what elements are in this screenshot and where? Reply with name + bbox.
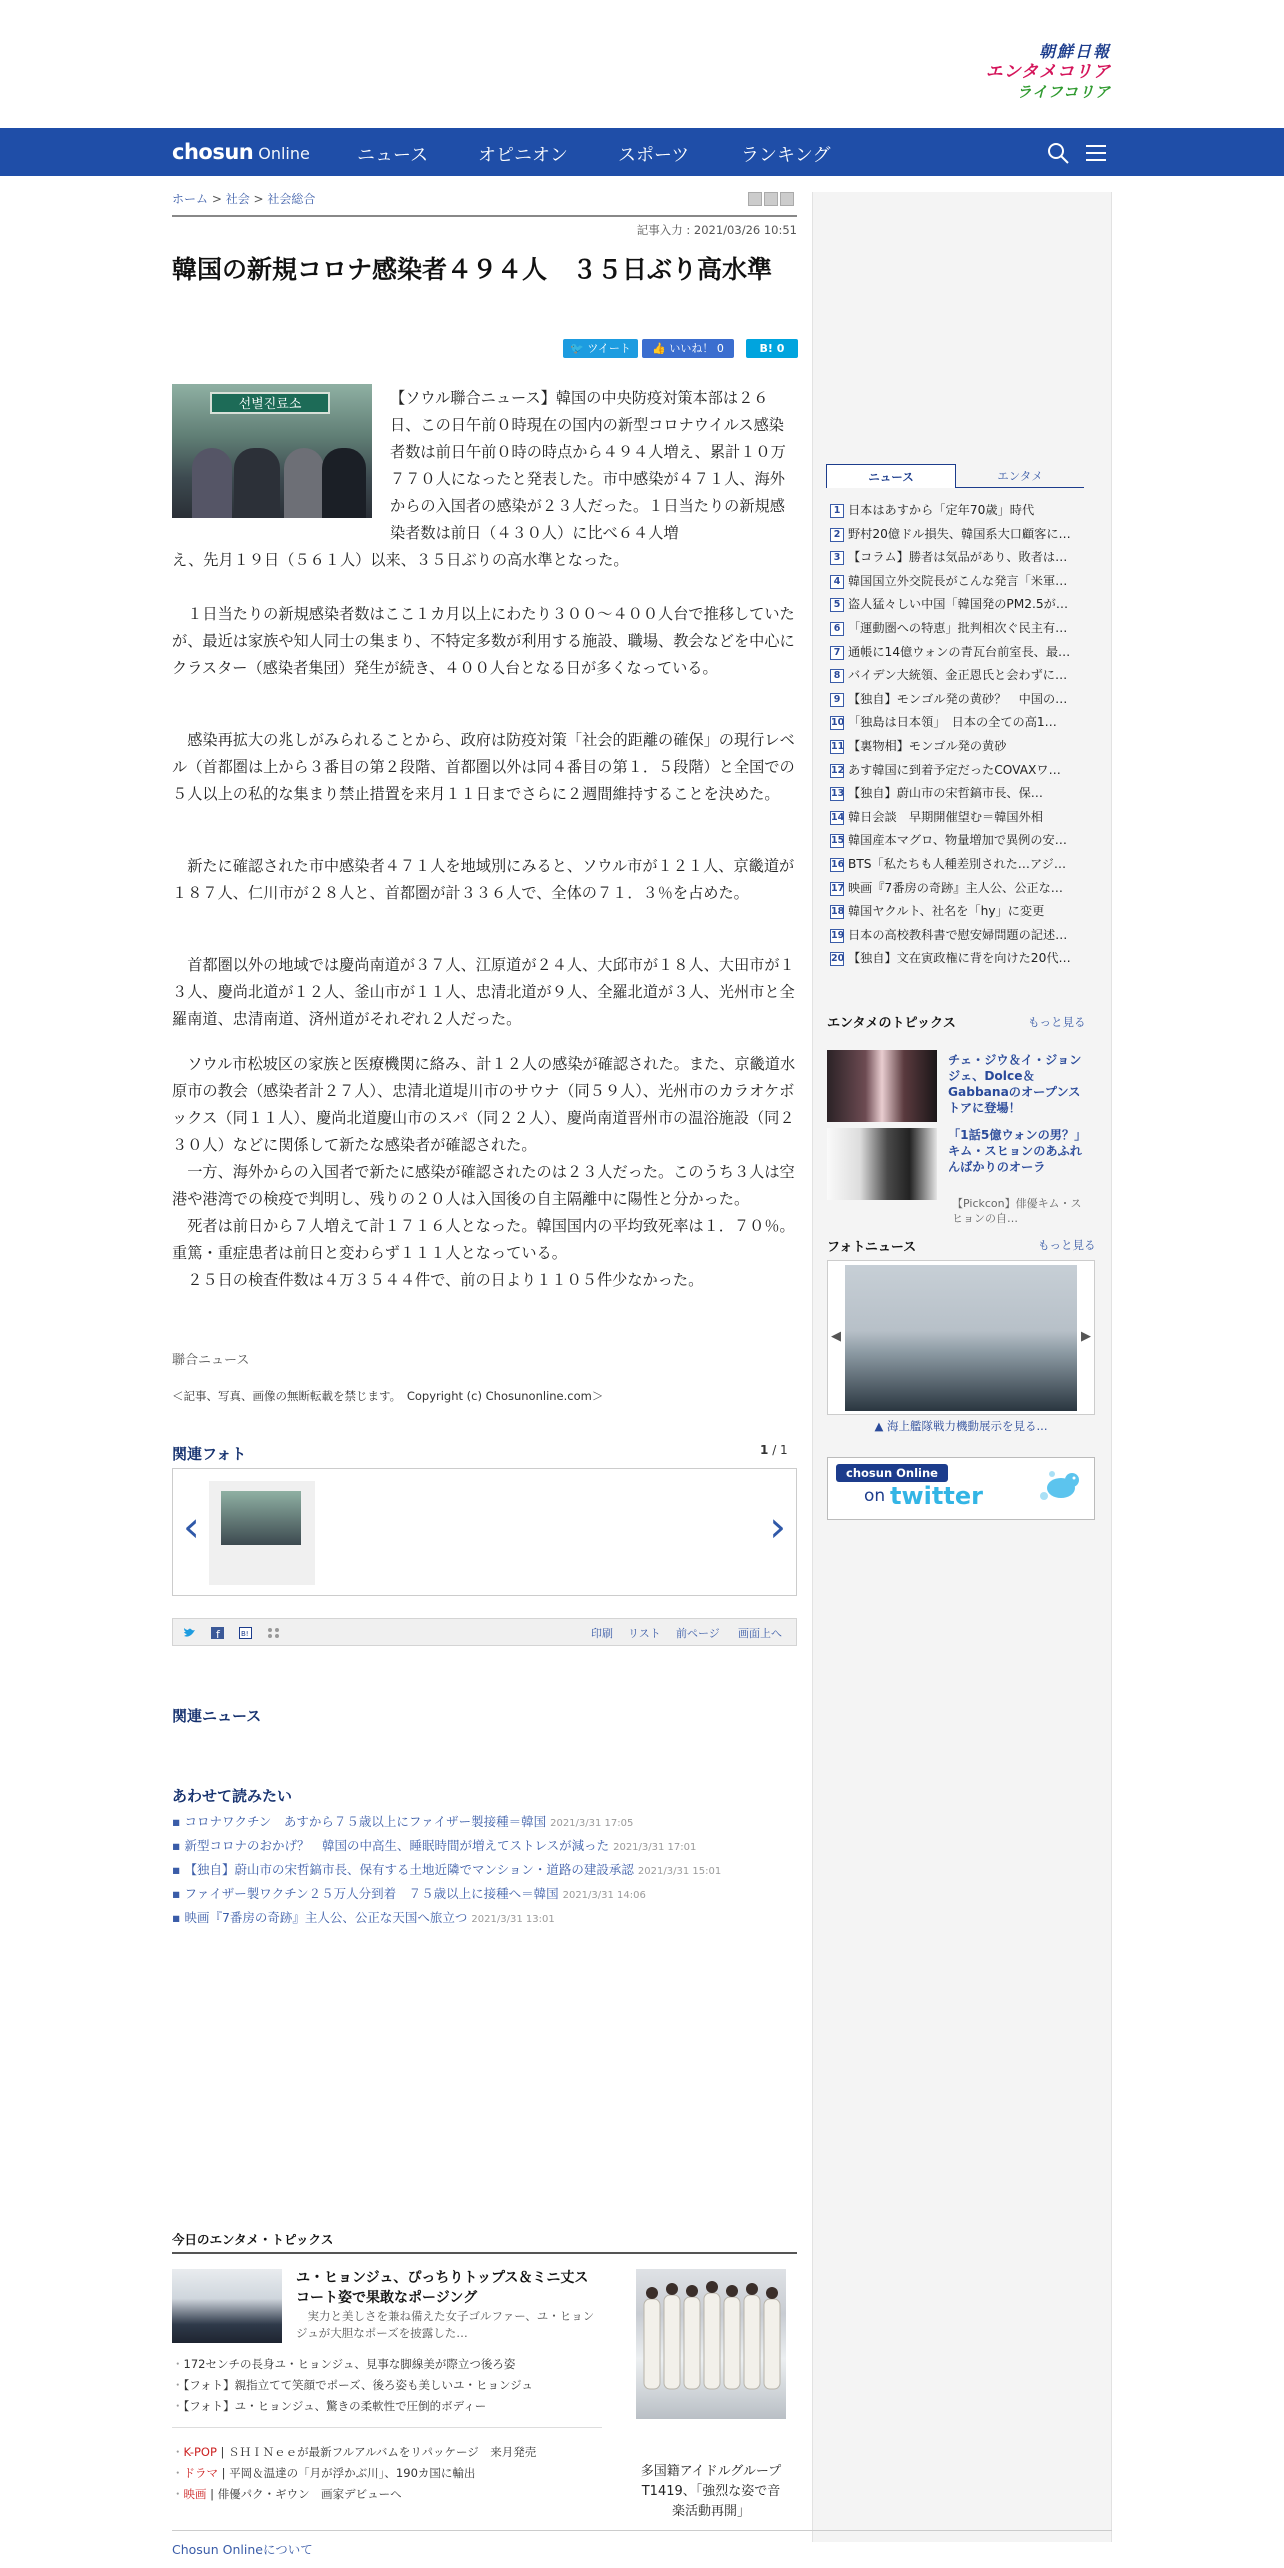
twitter-banner[interactable] bbox=[827, 1457, 1095, 1520]
svg-text:f: f bbox=[216, 1628, 220, 1639]
ranking-number-badge: 16 bbox=[831, 859, 845, 870]
article-paragraph: 感染再拡大の兆しがみられることから、政府は防疫対策「社会的距離の確保」の現行レベル（首都圏は上から３番目の第２段階、首都圏以外は同４番目の第１．５段階）と全国での５人以上の私的な集まり禁止措置を来月１１日までさらに２週間維持することを決めた。 bbox=[172, 731, 795, 803]
tweet-button[interactable]: 🐦 ツイート bbox=[563, 339, 638, 358]
ranking-item[interactable] bbox=[830, 927, 1086, 943]
twitter-bird-icon bbox=[1036, 1466, 1086, 1506]
ranking-item-title: 韓国国立外交院長がこんな発言「米軍… bbox=[848, 573, 1068, 588]
ranking-item[interactable] bbox=[830, 549, 1086, 565]
prev-page-link[interactable]: 前ページ bbox=[676, 1627, 720, 1640]
article-photo[interactable] bbox=[172, 384, 372, 518]
bottom-topic-link[interactable]: ・【フォト】ユ・ヒョンジュ、驚きの柔軟性で圧倒的ボディー bbox=[172, 2399, 487, 2413]
brand-logo[interactable]: chosun Online bbox=[172, 140, 310, 164]
ranking-item[interactable] bbox=[830, 785, 1086, 801]
bottom-topic-link[interactable]: ・【フォト】親指立てて笑顔でポーズ、後ろ姿も美しいユ・ヒョンジュ bbox=[172, 2378, 533, 2392]
bottom-topic-image[interactable] bbox=[172, 2269, 282, 2343]
ranking-item-title: 「運動圏への特恵」批判相次ぐ民主有… bbox=[848, 621, 1068, 635]
ranking-item[interactable] bbox=[830, 809, 1086, 825]
bottom-topic-title[interactable]: ユ・ヒョンジュ、ぴっちりトップス＆ミニ丈スコート姿で果敢なポージング bbox=[296, 2270, 589, 2306]
read-more-heading: あわせて読みたい bbox=[172, 1787, 293, 1805]
article-lead-tail: え、先月１９日（５６１人）以来、３５日ぶりの高水準となった。 bbox=[172, 551, 629, 569]
ranking-number-badge: 6 bbox=[830, 622, 844, 636]
photo-news-next-icon[interactable]: ▶ bbox=[1081, 1329, 1091, 1344]
ranking-number-badge: 18 bbox=[831, 906, 845, 918]
bottom-divider bbox=[172, 2427, 602, 2428]
masthead-logos bbox=[986, 42, 1111, 102]
list-link[interactable]: リスト bbox=[628, 1627, 661, 1640]
ranking-number-badge: 13 bbox=[831, 788, 845, 800]
ranking-item[interactable] bbox=[830, 644, 1086, 660]
share-icon[interactable] bbox=[267, 1627, 280, 1639]
ranking-item-title: あす韓国に到着予定だったCOVAXワ… bbox=[848, 762, 1061, 777]
font-small-icon[interactable] bbox=[748, 192, 762, 206]
ranking-number-badge: 12 bbox=[831, 764, 845, 776]
ranking-item-title: 【独自】文在寅政権に背を向けた20代… bbox=[848, 951, 1071, 966]
ranking-item[interactable] bbox=[830, 526, 1086, 542]
ranking-item-title: 【コラム】勝者は気品があり、敗者は… bbox=[848, 550, 1068, 565]
topic-title[interactable]: 「1話5億ウォンの男？」 キム・スヒョンのあふれんばかりのオーラ bbox=[948, 1128, 1093, 1174]
ranking-number-badge: 17 bbox=[831, 882, 845, 894]
nav-item-news[interactable]: ニュース bbox=[357, 145, 429, 166]
like-button[interactable]: 👍 いいね！ 0 bbox=[642, 339, 734, 358]
read-more-item[interactable]: ▪ 新型コロナのおかげ？ 韓国の中高生、睡眠時間が増えてストレスが減った 2021/3/31 17:01 bbox=[172, 1838, 697, 1853]
ranking-item-title: 映画『7番房の奇跡』主人公、公正な… bbox=[848, 880, 1063, 895]
ranking-number-badge: 11 bbox=[831, 741, 845, 752]
life-korea-logo[interactable]: ライフコリア bbox=[1016, 83, 1111, 101]
entame-korea-logo[interactable]: エンタメコリア bbox=[985, 62, 1111, 82]
topic-title[interactable]: チェ・ジウ＆イ・ジョンジェ、Dolce＆Gabbanaのオープンストアに登場！ bbox=[948, 1053, 1082, 1115]
ranking-number-badge: 20 bbox=[831, 953, 845, 965]
article-dateline: 記事入力 : 2021/03/26 10:51 bbox=[636, 223, 797, 237]
ranking-number-badge: 19 bbox=[831, 929, 845, 941]
entame-topics-heading: エンタメのトピックス bbox=[827, 1016, 956, 1031]
topic-image[interactable] bbox=[827, 1128, 937, 1200]
related-photo-thumb[interactable] bbox=[209, 1481, 315, 1585]
bottom-cat-link[interactable]: ・K-POP | ＳＨＩＮｅｅが最新フルアルバムをリパッケージ 来月発売 bbox=[172, 2445, 537, 2459]
ranking-item[interactable] bbox=[830, 762, 1086, 778]
article-toolbar bbox=[172, 1618, 797, 1646]
ranking-item-title: 通帳に14億ウォンの青瓦台前室長、最… bbox=[848, 644, 1071, 659]
ranking-item-title: 【独自】蔚山市の宋哲鎬市長、保… bbox=[848, 786, 1043, 801]
font-large-icon[interactable] bbox=[764, 192, 778, 206]
facebook-icon[interactable] bbox=[211, 1627, 224, 1639]
ranking-number-badge: 1 bbox=[830, 504, 844, 518]
twitter-icon[interactable] bbox=[183, 1627, 196, 1639]
article-title: 韓国の新規コロナ感染者４９４人 ３５日ぶり高水準 bbox=[172, 255, 773, 284]
breadcrumb: ホーム > 社会 > 社会総合 bbox=[172, 192, 316, 206]
entame-topics-more-link[interactable]: もっと見る bbox=[1028, 1015, 1086, 1029]
photo-sign: 선별진료소 bbox=[210, 392, 330, 414]
ranking-item-title: 日本の高校教科書で慰安婦問題の記述… bbox=[848, 927, 1068, 942]
print-link[interactable]: 印刷 bbox=[591, 1627, 613, 1640]
nav-item-opinion[interactable]: オピニオン bbox=[478, 145, 568, 166]
photo-news-box bbox=[827, 1260, 1095, 1415]
read-more-item[interactable]: ▪ コロナワクチン あすから７５歳以上にファイザー製接種＝韓国 2021/3/31 17:05 bbox=[172, 1814, 634, 1829]
ranking-item[interactable] bbox=[830, 856, 1086, 872]
ranking-number-badge: 4 bbox=[830, 575, 844, 589]
related-photo-heading: 関連フォト bbox=[172, 1445, 247, 1463]
article-paragraph: 首都圏以外の地域では慶尚南道が３７人、江原道が２４人、大邱市が１８人、大田市が１３人、慶尚北道が１２人、釜山市が１１人、忠清北道が９人、全羅北道が３人、光州市と全羅南道、忠清南道、済州道がそれぞれ２人だった。 bbox=[172, 956, 795, 1028]
ranking-item[interactable] bbox=[830, 691, 1086, 707]
related-photo-pager: 1 / 1 bbox=[760, 1443, 788, 1457]
ranking-item[interactable] bbox=[830, 573, 1086, 589]
article-source: 聯合ニュース bbox=[172, 1353, 250, 1368]
article-copyright: ＜記事、写真、画像の無断転載を禁じます。 Copyright (c) Chosunonline.com＞ bbox=[172, 1389, 604, 1403]
read-more-item[interactable]: ▪ ファイザー製ワクチン２５万人分到着 ７５歳以上に接種へ＝韓国 2021/3/31 14:06 bbox=[172, 1886, 646, 1901]
ranking-item-title: 韓国産本マグロ、物量増加で異例の安… bbox=[848, 833, 1067, 848]
search-icon[interactable] bbox=[1046, 141, 1070, 165]
tab-news[interactable]: ニュース bbox=[826, 464, 956, 488]
article-paragraph: １日当たりの新規感染者数はここ１カ月以上にわたり３００～４００人台で推移していたが、最近は家族や知人同士の集まり、不特定多数が利用する施設、職場、教会などを中心にクラスター（感染者集団）発生が続き、４００人台となる日が多くなっている。 bbox=[172, 605, 795, 677]
ranking-number-badge: 8 bbox=[830, 669, 844, 683]
breadcrumb-society-general[interactable]: 社会総合 bbox=[267, 192, 316, 206]
ranking-number-badge: 10 bbox=[831, 717, 845, 729]
ranking-item[interactable] bbox=[830, 667, 1086, 683]
ranking-number-badge: 14 bbox=[831, 811, 845, 823]
photo-news-caption[interactable]: ▲ 海上艦隊戦力機動展示を見る... bbox=[874, 1419, 1048, 1433]
chosun-ilbo-logo[interactable]: 朝鮮日報 bbox=[1038, 42, 1111, 61]
carousel-prev-icon[interactable]: ‹ bbox=[183, 1502, 200, 1551]
bottom-side-caption[interactable]: 多国籍アイドルグループT1419、「強烈な姿で音楽活動再開」 bbox=[640, 2464, 782, 2519]
font-reset-icon[interactable] bbox=[780, 192, 794, 206]
photo-news-more-link[interactable]: もっと見る bbox=[1038, 1238, 1096, 1252]
ranking-number-badge: 2 bbox=[830, 528, 844, 542]
ranking-number-badge: 7 bbox=[830, 646, 844, 660]
ranking-item-title: バイデン大統領、金正恩氏と会わずに… bbox=[848, 668, 1068, 683]
ranking-item-title: 野村20億ドル損失、韓国系大口顧客に… bbox=[848, 526, 1071, 541]
bookmark-icon[interactable] bbox=[239, 1627, 252, 1639]
group-photo bbox=[636, 2269, 786, 2419]
svg-text:B!: B! bbox=[241, 1630, 249, 1638]
ranking-number-badge: 9 bbox=[830, 693, 844, 707]
photo-news-prev-icon[interactable]: ◀ bbox=[831, 1329, 841, 1344]
hatena-button[interactable]: B! 0 bbox=[746, 339, 798, 358]
nav-item-ranking[interactable]: ランキング bbox=[741, 145, 831, 166]
ranking-item-title: 「独島は日本領」 日本の全ての高1… bbox=[848, 715, 1057, 730]
tab-entame[interactable]: エンタメ bbox=[956, 464, 1084, 488]
ranking-number-badge: 3 bbox=[830, 551, 844, 565]
ranking-item-title: 韓国ヤクルト、社名を「hy」に変更 bbox=[848, 904, 1045, 919]
topic-sub: 【Pickcon】俳優キム・スヒョンの自… bbox=[952, 1197, 1082, 1225]
ranking-item[interactable] bbox=[830, 950, 1086, 966]
ranking-number-badge: 15 bbox=[831, 835, 845, 847]
nav-item-sports[interactable]: スポーツ bbox=[618, 145, 690, 166]
ranking-item[interactable] bbox=[830, 903, 1086, 919]
ranking-number-badge: 5 bbox=[830, 598, 844, 612]
global-nav bbox=[0, 128, 1284, 176]
twitter-banner-on: on bbox=[864, 1486, 886, 1506]
photo-person bbox=[322, 448, 366, 518]
bottom-topics-heading: 今日のエンタメ・トピックス bbox=[172, 2232, 334, 2247]
footer-about-link[interactable]: Chosun Onlineについて bbox=[172, 2542, 313, 2557]
photo-news-image[interactable] bbox=[845, 1265, 1077, 1411]
footer-rule bbox=[172, 2530, 1112, 2531]
bottom-cat-link[interactable]: ・映画 | 俳優パク・ギウン 画家デビューへ bbox=[172, 2487, 402, 2501]
font-size-controls bbox=[746, 192, 794, 210]
read-more-item[interactable]: ▪ 【独自】蔚山市の宋哲鎬市長、保有する土地近隣でマンション・道路の建設承認 2021/3/31 15:01 bbox=[172, 1862, 722, 1877]
ranking-item[interactable] bbox=[830, 502, 1086, 518]
carousel-next-icon[interactable]: › bbox=[769, 1502, 786, 1551]
related-news-heading: 関連ニュース bbox=[172, 1707, 262, 1725]
breadcrumb-society[interactable]: 社会 bbox=[225, 192, 250, 206]
breadcrumb-home[interactable]: ホーム bbox=[172, 192, 209, 206]
bottom-cat-link[interactable]: ・ドラマ | 平岡＆温達の「月が浮かぶ川」、190カ国に輸出 bbox=[172, 2466, 476, 2480]
ranking-item[interactable] bbox=[830, 714, 1086, 730]
article-paragraph: ソウル市松坡区の家族と医療機関に絡み、計１２人の感染が確認された。また、京畿道水原市の教会（感染者計２７人）、忠清北道堤川市のサウナ（同５９人）、光州市のカラオケボックス（同１１人）、慶尚北道慶山市のスパ（同２２人）、慶尚南道晋州市の温浴施設（同２３０人）などに関係して新たな感染者が確認された。 一方、海外からの入国者で新たに感染が確認されたのは２３人だった。このうち３人は空港や港湾での検疫で判明し、残りの２０人は入国後の自主隔離中に陽性と分かった。 死者は前日から７人増えて計１７１６人となった。韓国国内の平均致死率は１．７０％。重篤・重症患者は前日と変わらず１１１人となっている。 ２５日の検査件数は４万３５４４件で、前の日より１１０５件少なかった。 bbox=[172, 1055, 796, 1289]
ranking-item[interactable] bbox=[830, 832, 1086, 848]
ranking-item[interactable] bbox=[830, 738, 1086, 754]
photo-person bbox=[234, 448, 280, 518]
twitter-banner-service: twitter bbox=[890, 1482, 983, 1510]
article-lead: 【ソウル聯合ニュース】韓国の中央防疫対策本部は２６日、この日午前０時現在の国内の新型コロナウイルス感染者数は前日午前０時の時点から４９４人増え、累計１０万７７０人になったと発表した。市中感染が４７１人、海外からの入国者の感染が２３人だった。１日当たりの新規感染者数は前日（４３０人）に比べ６４人増 bbox=[390, 389, 786, 542]
photo-news-heading: フォトニュース bbox=[827, 1240, 917, 1255]
read-more-item[interactable]: ▪ 映画『7番房の奇跡』主人公、公正な天国へ旅立つ 2021/3/31 13:01 bbox=[172, 1910, 555, 1925]
ranking-item[interactable] bbox=[830, 596, 1086, 612]
ranking-item-title: 韓日会談 早期開催望む＝韓国外相 bbox=[848, 809, 1043, 824]
ranking-item-title: 【独自】モンゴル発の黄砂？ 中国の… bbox=[848, 691, 1068, 706]
article-paragraph: 新たに確認された市中感染者４７１人を地域別にみると、ソウル市が１２１人、京畿道が１８７人、仁川市が２８人と、首都圏が計３３６人で、全体の７１．３％を占めた。 bbox=[172, 857, 795, 902]
bottom-side-image[interactable] bbox=[636, 2269, 786, 2419]
twitter-banner-brand: chosun Online bbox=[836, 1464, 948, 1482]
ranking-item-title: 【裏物相】モンゴル発の黄砂 bbox=[848, 739, 1007, 753]
ranking-tabs bbox=[826, 464, 1084, 488]
photo-person bbox=[284, 448, 324, 518]
ranking-item[interactable] bbox=[830, 880, 1086, 896]
bottom-topic-sub: 実力と美しさを兼ね備えた女子ゴルファー、ユ・ヒョンジュが大胆なポーズを披露した… bbox=[296, 2309, 595, 2340]
title-rule bbox=[172, 215, 797, 217]
photo-person bbox=[192, 448, 232, 518]
ranking-item-title: 盗人猛々しい中国「韓国発のPM2.5が… bbox=[848, 597, 1069, 612]
ranking-item-title: BTS「私たちも人種差別された…アジ… bbox=[848, 857, 1067, 871]
ranking-item[interactable] bbox=[830, 620, 1086, 636]
related-photo-carousel bbox=[172, 1468, 797, 1596]
ranking-item-title: 日本はあすから「定年70歳」時代 bbox=[848, 503, 1035, 517]
topic-image[interactable] bbox=[827, 1050, 937, 1122]
bottom-rule bbox=[172, 2252, 797, 2254]
page-top-link[interactable]: 画面上へ bbox=[738, 1627, 782, 1640]
bottom-topic-link[interactable]: ・172センチの長身ユ・ヒョンジュ、見事な脚線美が際立つ後ろ姿 bbox=[172, 2357, 516, 2371]
menu-icon[interactable] bbox=[1084, 141, 1108, 165]
